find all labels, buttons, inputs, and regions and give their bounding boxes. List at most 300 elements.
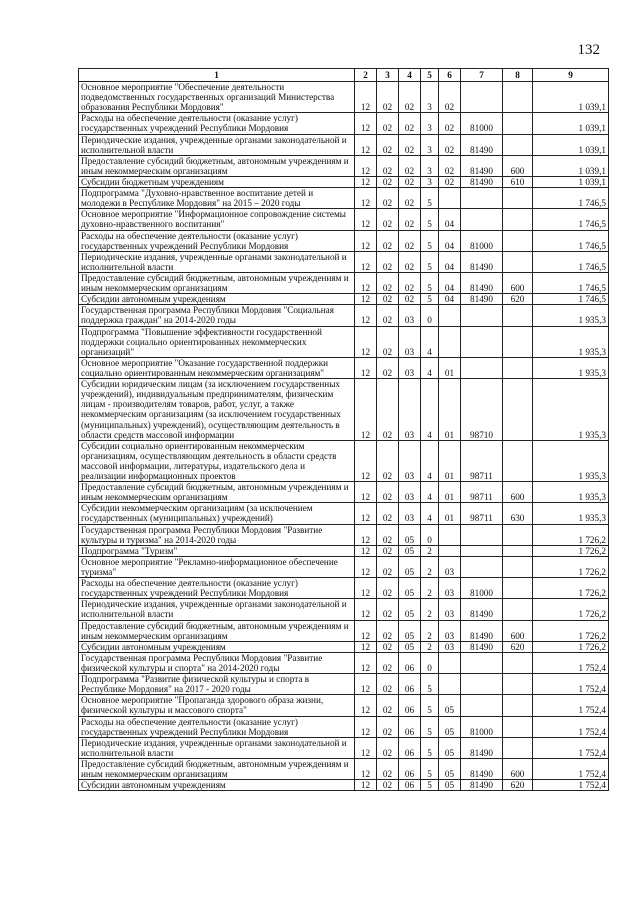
- section-code-cell: 12: [355, 305, 377, 326]
- item-name-cell: Периодические издания, учрежденные органами законодательной и исполнительной власти: [79, 737, 355, 758]
- expense-type-code-cell: [503, 545, 533, 556]
- item-name-cell: Расходы на обеспечение деятельности (оказание услуг) государственных учреждений Республики Мордовия: [79, 113, 355, 134]
- table-row: [79, 209, 609, 230]
- program-code-cell: 02: [399, 251, 421, 272]
- program-code-cell: 06: [399, 716, 421, 737]
- expense-type-code-cell: [503, 357, 533, 378]
- header-cell: 6: [439, 69, 461, 82]
- item-name-cell: Субсидии автономным учреждениям: [79, 641, 355, 652]
- section-code-cell: 12: [355, 620, 377, 641]
- subprogram-code-cell: 3: [421, 134, 439, 155]
- item-name-cell: Субсидии социально ориентированным некоммерческим организациям, осуществляющим деятельность в области средств массовой информации, литературы, издательского дела и реализации информационных проектов: [79, 440, 355, 481]
- subprogram-code-cell: 2: [421, 556, 439, 577]
- table-row: [79, 230, 609, 251]
- table-row: [79, 599, 609, 620]
- section-code-cell: 12: [355, 294, 377, 305]
- item-name-cell: Периодические издания, учрежденные органами законодательной и исполнительной власти: [79, 134, 355, 155]
- item-name-cell: Основное мероприятие "Оказание государственной поддержки социально ориентированным некоммерческим организациям": [79, 357, 355, 378]
- subsection-code-cell: 02: [377, 641, 399, 652]
- item-name-cell: Основное мероприятие "Обеспечение деятельности подведомственных государственных организаций Министерства образования Республики Мордовия": [79, 82, 355, 113]
- amount-cell: 1 726,2: [533, 524, 609, 545]
- program-code-cell: 06: [399, 695, 421, 716]
- header-cell: 7: [461, 69, 503, 82]
- expense-type-code-cell: 600: [503, 759, 533, 780]
- expense-type-code-cell: [503, 230, 533, 251]
- item-name-cell: Основное мероприятие "Пропаганда здорового образа жизни, физической культуры и массового спорта": [79, 695, 355, 716]
- subprogram-code-cell: 5: [421, 759, 439, 780]
- amount-cell: 1 746,5: [533, 209, 609, 230]
- section-code-cell: 12: [355, 188, 377, 209]
- subsection-code-cell: 02: [377, 379, 399, 441]
- subsection-code-cell: 02: [377, 620, 399, 641]
- direction-code-cell: 81000: [461, 230, 503, 251]
- subsection-code-cell: 02: [377, 716, 399, 737]
- expense-type-code-cell: [503, 326, 533, 357]
- expense-type-code-cell: 610: [503, 176, 533, 187]
- table-row: [79, 305, 609, 326]
- direction-code-cell: 81490: [461, 641, 503, 652]
- expense-type-code-cell: [503, 556, 533, 577]
- table-header-row: [79, 69, 609, 82]
- expense-type-code-cell: [503, 209, 533, 230]
- expense-type-code-cell: [503, 716, 533, 737]
- subprogram-code-cell: 2: [421, 545, 439, 556]
- program-code-cell: 02: [399, 294, 421, 305]
- activity-code-cell: 02: [439, 82, 461, 113]
- direction-code-cell: [461, 326, 503, 357]
- activity-code-cell: [439, 652, 461, 673]
- item-name-cell: Расходы на обеспечение деятельности (оказание услуг) государственных учреждений Республики Мордовия: [79, 230, 355, 251]
- expense-type-code-cell: [503, 188, 533, 209]
- subsection-code-cell: 02: [377, 482, 399, 503]
- subsection-code-cell: 02: [377, 599, 399, 620]
- direction-code-cell: 81000: [461, 578, 503, 599]
- subprogram-code-cell: 0: [421, 524, 439, 545]
- section-code-cell: 12: [355, 674, 377, 695]
- subsection-code-cell: 02: [377, 209, 399, 230]
- amount-cell: 1 752,4: [533, 780, 609, 791]
- subsection-code-cell: 02: [377, 737, 399, 758]
- activity-code-cell: 01: [439, 440, 461, 481]
- subprogram-code-cell: 5: [421, 251, 439, 272]
- expense-type-code-cell: 620: [503, 294, 533, 305]
- expense-type-code-cell: [503, 599, 533, 620]
- activity-code-cell: 04: [439, 251, 461, 272]
- item-name-cell: Периодические издания, учрежденные органами законодательной и исполнительной власти: [79, 599, 355, 620]
- activity-code-cell: 04: [439, 294, 461, 305]
- direction-code-cell: 81000: [461, 113, 503, 134]
- subprogram-code-cell: 4: [421, 440, 439, 481]
- section-code-cell: 12: [355, 695, 377, 716]
- table-row: [79, 674, 609, 695]
- program-code-cell: 05: [399, 556, 421, 577]
- direction-code-cell: 81490: [461, 620, 503, 641]
- subsection-code-cell: 02: [377, 545, 399, 556]
- amount-cell: 1 935,3: [533, 379, 609, 441]
- section-code-cell: 12: [355, 326, 377, 357]
- program-code-cell: 02: [399, 113, 421, 134]
- section-code-cell: 12: [355, 155, 377, 176]
- section-code-cell: 12: [355, 716, 377, 737]
- section-code-cell: 12: [355, 482, 377, 503]
- subprogram-code-cell: 4: [421, 503, 439, 524]
- item-name-cell: Государственная программа Республики Мордовия "Развитие физической культуры и спорта" на 2014-2020 годы: [79, 652, 355, 673]
- program-code-cell: 02: [399, 188, 421, 209]
- direction-code-cell: 98710: [461, 379, 503, 441]
- budget-table: [78, 68, 609, 791]
- activity-code-cell: 01: [439, 357, 461, 378]
- amount-cell: 1 752,4: [533, 695, 609, 716]
- subprogram-code-cell: 2: [421, 578, 439, 599]
- table-row: [79, 620, 609, 641]
- direction-code-cell: 81490: [461, 251, 503, 272]
- amount-cell: 1 752,4: [533, 652, 609, 673]
- item-name-cell: Основное мероприятие "Рекламно-информационное обеспечение туризма": [79, 556, 355, 577]
- amount-cell: 1 039,1: [533, 134, 609, 155]
- table-row: [79, 251, 609, 272]
- subsection-code-cell: 02: [377, 759, 399, 780]
- section-code-cell: 12: [355, 759, 377, 780]
- table-row: [79, 188, 609, 209]
- activity-code-cell: 02: [439, 176, 461, 187]
- item-name-cell: Подпрограмма "Туризм": [79, 545, 355, 556]
- amount-cell: 1 726,2: [533, 599, 609, 620]
- subprogram-code-cell: 5: [421, 188, 439, 209]
- subprogram-code-cell: 0: [421, 652, 439, 673]
- section-code-cell: 12: [355, 440, 377, 481]
- amount-cell: 1 726,2: [533, 641, 609, 652]
- subsection-code-cell: 02: [377, 326, 399, 357]
- subprogram-code-cell: 5: [421, 737, 439, 758]
- expense-type-code-cell: 630: [503, 503, 533, 524]
- program-code-cell: 03: [399, 440, 421, 481]
- subsection-code-cell: 02: [377, 188, 399, 209]
- table-row: [79, 440, 609, 481]
- subprogram-code-cell: 3: [421, 82, 439, 113]
- amount-cell: 1 746,5: [533, 294, 609, 305]
- amount-cell: 1 752,4: [533, 759, 609, 780]
- table-row: [79, 357, 609, 378]
- program-code-cell: 02: [399, 82, 421, 113]
- subprogram-code-cell: 3: [421, 155, 439, 176]
- subsection-code-cell: 02: [377, 524, 399, 545]
- subprogram-code-cell: 0: [421, 305, 439, 326]
- program-code-cell: 03: [399, 305, 421, 326]
- item-name-cell: Предоставление субсидий бюджетным, автономным учреждениям и иным некоммерческим организациям: [79, 272, 355, 293]
- table-row: [79, 556, 609, 577]
- table-row: [79, 503, 609, 524]
- subprogram-code-cell: 2: [421, 620, 439, 641]
- subsection-code-cell: 02: [377, 305, 399, 326]
- expense-type-code-cell: [503, 305, 533, 326]
- item-name-cell: Предоставление субсидий бюджетным, автономным учреждениям и иным некоммерческим организациям: [79, 620, 355, 641]
- direction-code-cell: 81490: [461, 134, 503, 155]
- direction-code-cell: 81490: [461, 599, 503, 620]
- subprogram-code-cell: 4: [421, 326, 439, 357]
- activity-code-cell: [439, 305, 461, 326]
- program-code-cell: 06: [399, 780, 421, 791]
- header-cell: 9: [533, 69, 609, 82]
- activity-code-cell: 05: [439, 716, 461, 737]
- expense-type-code-cell: [503, 134, 533, 155]
- program-code-cell: 02: [399, 176, 421, 187]
- subsection-code-cell: 02: [377, 578, 399, 599]
- program-code-cell: 03: [399, 379, 421, 441]
- header-cell: 2: [355, 69, 377, 82]
- subsection-code-cell: 02: [377, 556, 399, 577]
- program-code-cell: 06: [399, 759, 421, 780]
- program-code-cell: 02: [399, 155, 421, 176]
- activity-code-cell: 04: [439, 230, 461, 251]
- amount-cell: 1 752,4: [533, 737, 609, 758]
- header-cell: 4: [399, 69, 421, 82]
- direction-code-cell: [461, 652, 503, 673]
- direction-code-cell: 81490: [461, 272, 503, 293]
- expense-type-code-cell: [503, 379, 533, 441]
- direction-code-cell: [461, 209, 503, 230]
- expense-type-code-cell: [503, 674, 533, 695]
- activity-code-cell: 03: [439, 620, 461, 641]
- program-code-cell: 05: [399, 524, 421, 545]
- table-body: [79, 82, 609, 791]
- activity-code-cell: [439, 326, 461, 357]
- subprogram-code-cell: 5: [421, 695, 439, 716]
- direction-code-cell: 81490: [461, 176, 503, 187]
- activity-code-cell: 01: [439, 379, 461, 441]
- subsection-code-cell: 02: [377, 176, 399, 187]
- table-row: [79, 176, 609, 187]
- amount-cell: 1 726,2: [533, 578, 609, 599]
- item-name-cell: Субсидии автономным учреждениям: [79, 780, 355, 791]
- item-name-cell: Подпрограмма "Духовно-нравственное воспитание детей и молодежи в Республике Мордовия" на 2015 – 2020 годы: [79, 188, 355, 209]
- header-cell: 1: [79, 69, 355, 82]
- item-name-cell: Субсидии юридическим лицам (за исключением государственных учреждений), индивидуальным предпринимателям, физическим лицам - производителям товаров, работ, услуг, а также некоммерческим организациям (за исключением государственных (муниципальных) учреждений), осуществляющим деятельность в области средств массовой информации: [79, 379, 355, 441]
- subprogram-code-cell: 5: [421, 716, 439, 737]
- activity-code-cell: [439, 188, 461, 209]
- item-name-cell: Подпрограмма "Повышение эффективности государственной поддержки социально ориентированных некоммерческих организаций": [79, 326, 355, 357]
- direction-code-cell: [461, 357, 503, 378]
- amount-cell: 1 726,2: [533, 545, 609, 556]
- table-row: [79, 524, 609, 545]
- table-row: [79, 482, 609, 503]
- section-code-cell: 12: [355, 599, 377, 620]
- expense-type-code-cell: 600: [503, 620, 533, 641]
- expense-type-code-cell: 620: [503, 780, 533, 791]
- table-row: [79, 695, 609, 716]
- subsection-code-cell: 02: [377, 82, 399, 113]
- direction-code-cell: 81490: [461, 759, 503, 780]
- table-row: [79, 82, 609, 113]
- section-code-cell: 12: [355, 209, 377, 230]
- amount-cell: 1 746,5: [533, 272, 609, 293]
- activity-code-cell: 03: [439, 556, 461, 577]
- direction-code-cell: [461, 524, 503, 545]
- item-name-cell: Субсидии бюджетным учреждениям: [79, 176, 355, 187]
- section-code-cell: 12: [355, 379, 377, 441]
- program-code-cell: 05: [399, 641, 421, 652]
- amount-cell: 1 752,4: [533, 716, 609, 737]
- item-name-cell: Предоставление субсидий бюджетным, автономным учреждениям и иным некоммерческим организациям: [79, 759, 355, 780]
- program-code-cell: 02: [399, 230, 421, 251]
- table-row: [79, 759, 609, 780]
- direction-code-cell: 98711: [461, 440, 503, 481]
- activity-code-cell: 04: [439, 209, 461, 230]
- expense-type-code-cell: [503, 737, 533, 758]
- expense-type-code-cell: [503, 113, 533, 134]
- program-code-cell: 05: [399, 599, 421, 620]
- activity-code-cell: 03: [439, 641, 461, 652]
- item-name-cell: Предоставление субсидий бюджетным, автономным учреждениям и иным некоммерческим организациям: [79, 482, 355, 503]
- program-code-cell: 05: [399, 620, 421, 641]
- table-row: [79, 134, 609, 155]
- expense-type-code-cell: [503, 695, 533, 716]
- section-code-cell: 12: [355, 780, 377, 791]
- activity-code-cell: 02: [439, 113, 461, 134]
- subprogram-code-cell: 5: [421, 230, 439, 251]
- section-code-cell: 12: [355, 357, 377, 378]
- header-cell: 8: [503, 69, 533, 82]
- activity-code-cell: 01: [439, 503, 461, 524]
- section-code-cell: 12: [355, 134, 377, 155]
- expense-type-code-cell: [503, 652, 533, 673]
- expense-type-code-cell: 620: [503, 641, 533, 652]
- activity-code-cell: [439, 545, 461, 556]
- amount-cell: 1 746,5: [533, 230, 609, 251]
- table-row: [79, 545, 609, 556]
- amount-cell: 1 935,3: [533, 503, 609, 524]
- direction-code-cell: [461, 545, 503, 556]
- expense-type-code-cell: 600: [503, 155, 533, 176]
- subprogram-code-cell: 5: [421, 674, 439, 695]
- table-row: [79, 716, 609, 737]
- section-code-cell: 12: [355, 545, 377, 556]
- section-code-cell: 12: [355, 503, 377, 524]
- direction-code-cell: [461, 82, 503, 113]
- subsection-code-cell: 02: [377, 251, 399, 272]
- program-code-cell: 02: [399, 134, 421, 155]
- expense-type-code-cell: [503, 251, 533, 272]
- expense-type-code-cell: [503, 440, 533, 481]
- subprogram-code-cell: 2: [421, 599, 439, 620]
- page-number: 132: [577, 42, 600, 58]
- direction-code-cell: 81000: [461, 716, 503, 737]
- expense-type-code-cell: [503, 578, 533, 599]
- amount-cell: 1 726,2: [533, 556, 609, 577]
- direction-code-cell: 81490: [461, 294, 503, 305]
- section-code-cell: 12: [355, 652, 377, 673]
- program-code-cell: 03: [399, 503, 421, 524]
- program-code-cell: 06: [399, 737, 421, 758]
- item-name-cell: Государственная программа Республики Мордовия "Социальная поддержка граждан" на 2014-2020 годы: [79, 305, 355, 326]
- amount-cell: 1 039,1: [533, 155, 609, 176]
- subsection-code-cell: 02: [377, 134, 399, 155]
- subsection-code-cell: 02: [377, 652, 399, 673]
- table-row: [79, 641, 609, 652]
- table-row: [79, 294, 609, 305]
- expense-type-code-cell: 600: [503, 482, 533, 503]
- direction-code-cell: 98711: [461, 482, 503, 503]
- amount-cell: 1 935,3: [533, 305, 609, 326]
- item-name-cell: Периодические издания, учрежденные органами законодательной и исполнительной власти: [79, 251, 355, 272]
- amount-cell: 1 935,3: [533, 482, 609, 503]
- subsection-code-cell: 02: [377, 113, 399, 134]
- subsection-code-cell: 02: [377, 357, 399, 378]
- section-code-cell: 12: [355, 737, 377, 758]
- table-row: [79, 155, 609, 176]
- direction-code-cell: 81490: [461, 155, 503, 176]
- direction-code-cell: 81490: [461, 780, 503, 791]
- activity-code-cell: 04: [439, 272, 461, 293]
- subsection-code-cell: 02: [377, 294, 399, 305]
- program-code-cell: 03: [399, 357, 421, 378]
- program-code-cell: 06: [399, 652, 421, 673]
- subsection-code-cell: 02: [377, 503, 399, 524]
- subsection-code-cell: 02: [377, 780, 399, 791]
- subprogram-code-cell: 2: [421, 641, 439, 652]
- activity-code-cell: [439, 674, 461, 695]
- activity-code-cell: 05: [439, 737, 461, 758]
- section-code-cell: 12: [355, 578, 377, 599]
- amount-cell: 1 746,5: [533, 188, 609, 209]
- expense-type-code-cell: [503, 524, 533, 545]
- program-code-cell: 06: [399, 674, 421, 695]
- header-cell: 3: [377, 69, 399, 82]
- activity-code-cell: 05: [439, 780, 461, 791]
- table-row: [79, 737, 609, 758]
- section-code-cell: 12: [355, 524, 377, 545]
- amount-cell: 1 039,1: [533, 113, 609, 134]
- amount-cell: 1 935,3: [533, 440, 609, 481]
- subprogram-code-cell: 3: [421, 113, 439, 134]
- table-row: [79, 578, 609, 599]
- item-name-cell: Государственная программа Республики Мордовия "Развитие культуры и туризма" на 2014-2020 годы: [79, 524, 355, 545]
- direction-code-cell: [461, 674, 503, 695]
- subprogram-code-cell: 4: [421, 357, 439, 378]
- direction-code-cell: [461, 556, 503, 577]
- amount-cell: 1 746,5: [533, 251, 609, 272]
- activity-code-cell: 01: [439, 482, 461, 503]
- subsection-code-cell: 02: [377, 440, 399, 481]
- direction-code-cell: [461, 695, 503, 716]
- subsection-code-cell: 02: [377, 155, 399, 176]
- direction-code-cell: [461, 305, 503, 326]
- direction-code-cell: 81490: [461, 737, 503, 758]
- header-cell: 5: [421, 69, 439, 82]
- subsection-code-cell: 02: [377, 230, 399, 251]
- item-name-cell: Расходы на обеспечение деятельности (оказание услуг) государственных учреждений Республики Мордовия: [79, 578, 355, 599]
- program-code-cell: 03: [399, 326, 421, 357]
- item-name-cell: Предоставление субсидий бюджетным, автономным учреждениям и иным некоммерческим организациям: [79, 155, 355, 176]
- table-row: [79, 272, 609, 293]
- program-code-cell: 05: [399, 545, 421, 556]
- item-name-cell: Основное мероприятие "Информационное сопровождение системы духовно-нравственного воспитания": [79, 209, 355, 230]
- section-code-cell: 12: [355, 272, 377, 293]
- table-row: [79, 326, 609, 357]
- subprogram-code-cell: 5: [421, 780, 439, 791]
- direction-code-cell: [461, 188, 503, 209]
- subprogram-code-cell: 5: [421, 294, 439, 305]
- subsection-code-cell: 02: [377, 272, 399, 293]
- section-code-cell: 12: [355, 82, 377, 113]
- item-name-cell: Подпрограмма "Развитие физической культуры и спорта в Республике Мордовия" на 2017 - 2020 годы: [79, 674, 355, 695]
- table-row: [79, 780, 609, 791]
- direction-code-cell: 98711: [461, 503, 503, 524]
- expense-type-code-cell: 600: [503, 272, 533, 293]
- activity-code-cell: 02: [439, 134, 461, 155]
- subprogram-code-cell: 5: [421, 209, 439, 230]
- section-code-cell: 12: [355, 230, 377, 251]
- program-code-cell: 02: [399, 272, 421, 293]
